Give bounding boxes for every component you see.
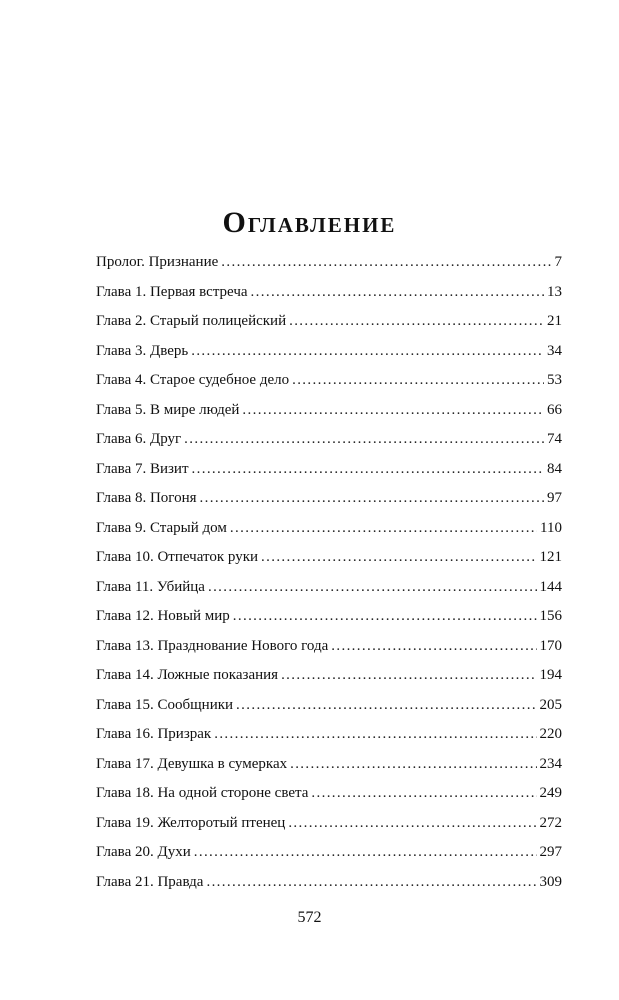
- dot-leader: [200, 484, 544, 514]
- toc-entry[interactable]: [96, 366, 562, 396]
- toc-entry[interactable]: [96, 278, 562, 308]
- dot-leader: [242, 396, 544, 426]
- toc-entry[interactable]: [96, 543, 562, 573]
- dot-leader: [233, 602, 537, 632]
- toc-entry[interactable]: [96, 573, 562, 603]
- page-title: Оглавление: [222, 206, 397, 240]
- toc-entry-page: 53: [547, 372, 562, 388]
- toc-entry-label: Глава 9. Старый дом: [96, 519, 227, 536]
- page-number: 572: [297, 909, 322, 926]
- toc-entry-page: 21: [547, 313, 562, 329]
- toc-entry-page: 144: [539, 578, 562, 595]
- toc-entry[interactable]: [96, 425, 562, 455]
- toc-entry-label: Глава 1. Первая встреча: [96, 283, 248, 300]
- toc-entry-label: Глава 8. Погоня: [96, 490, 197, 506]
- dot-leader: [289, 307, 544, 337]
- toc-entry-page: 272: [539, 814, 562, 831]
- toc-entry[interactable]: [96, 838, 562, 868]
- toc-entry[interactable]: [96, 779, 562, 809]
- toc-entry-page: 205: [539, 696, 562, 713]
- dot-leader: [311, 779, 536, 809]
- dot-leader: [290, 750, 536, 780]
- toc-entry-page: 84: [547, 460, 562, 477]
- dot-leader: [184, 425, 544, 455]
- toc-entry-page: 34: [547, 342, 562, 359]
- toc-entry[interactable]: [96, 661, 562, 691]
- toc-entry-page: 97: [547, 490, 562, 506]
- toc-entry-page: 156: [539, 608, 562, 624]
- toc-entry-label: Пролог. Признание: [96, 254, 219, 270]
- toc-entry-page: 297: [539, 844, 562, 860]
- toc-entry-label: Глава 7. Визит: [96, 460, 189, 477]
- toc-entry-label: Глава 21. Правда: [96, 873, 204, 890]
- toc-entry[interactable]: [96, 868, 562, 898]
- toc-entry-label: Глава 16. Призрак: [96, 726, 212, 742]
- toc-entry-label: Глава 6. Друг: [96, 431, 182, 447]
- toc-entry-page: 13: [547, 283, 562, 300]
- toc-entry-label: Глава 19. Желторотый птенец: [96, 814, 286, 831]
- dot-leader: [208, 573, 537, 603]
- toc-entry[interactable]: [96, 691, 562, 721]
- toc-entry[interactable]: [96, 602, 562, 632]
- toc-entry-label: Глава 18. На одной стороне света: [96, 785, 309, 801]
- toc-entry[interactable]: [96, 248, 562, 278]
- toc-entry-page: 7: [554, 254, 562, 270]
- toc-entry-label: Глава 10. Отпечаток руки: [96, 549, 259, 565]
- toc-entry-page: 194: [539, 667, 562, 683]
- toc-entry-label: Глава 13. Празднование Нового года: [96, 637, 329, 654]
- toc-entry-page: 66: [547, 401, 562, 418]
- toc-entry-page: 220: [539, 726, 562, 742]
- toc-entry-page: 249: [539, 785, 562, 801]
- toc-entry[interactable]: [96, 632, 562, 662]
- toc-entry-label: Глава 17. Девушка в сумерках: [96, 755, 288, 772]
- dot-leader: [206, 868, 536, 898]
- toc-entry-page: 110: [540, 519, 562, 536]
- dot-leader: [281, 661, 536, 691]
- toc-entry-page: 234: [539, 755, 562, 772]
- toc-entry[interactable]: [96, 337, 562, 367]
- dot-leader: [221, 248, 551, 278]
- dot-leader: [251, 278, 544, 308]
- toc-entry-page: 309: [539, 873, 562, 890]
- toc-entry-label: Глава 3. Дверь: [96, 342, 189, 359]
- toc-entry-page: 121: [539, 549, 562, 565]
- toc-entry[interactable]: [96, 750, 562, 780]
- dot-leader: [261, 543, 536, 573]
- dot-leader: [230, 514, 537, 544]
- toc-entry[interactable]: [96, 396, 562, 426]
- toc-entry-label: Глава 11. Убийца: [96, 578, 205, 595]
- dot-leader: [236, 691, 536, 721]
- toc-entry[interactable]: [96, 720, 562, 750]
- dot-leader: [288, 809, 536, 839]
- toc-entry-label: Глава 14. Ложные показания: [96, 667, 279, 683]
- table-of-contents: [96, 248, 562, 897]
- toc-entry[interactable]: [96, 809, 562, 839]
- toc-entry-page: 74: [547, 431, 562, 447]
- toc-entry[interactable]: [96, 307, 562, 337]
- dot-leader: [194, 838, 537, 868]
- dot-leader: [331, 632, 536, 662]
- toc-entry-label: Глава 12. Новый мир: [96, 608, 230, 624]
- dot-leader: [192, 455, 544, 485]
- dot-leader: [214, 720, 536, 750]
- toc-entry-label: Глава 15. Сообщники: [96, 696, 234, 713]
- toc-entry-label: Глава 4. Старое судебное дело: [96, 372, 290, 388]
- toc-entry[interactable]: [96, 484, 562, 514]
- toc-entry-label: Глава 20. Духи: [96, 844, 191, 860]
- dot-leader: [292, 366, 544, 396]
- toc-entry-label: Глава 5. В мире людей: [96, 401, 240, 418]
- toc-entry[interactable]: [96, 455, 562, 485]
- toc-entry-label: Глава 2. Старый полицейский: [96, 313, 287, 329]
- dot-leader: [191, 337, 544, 367]
- toc-entry[interactable]: [96, 514, 562, 544]
- toc-entry-page: 170: [539, 637, 562, 654]
